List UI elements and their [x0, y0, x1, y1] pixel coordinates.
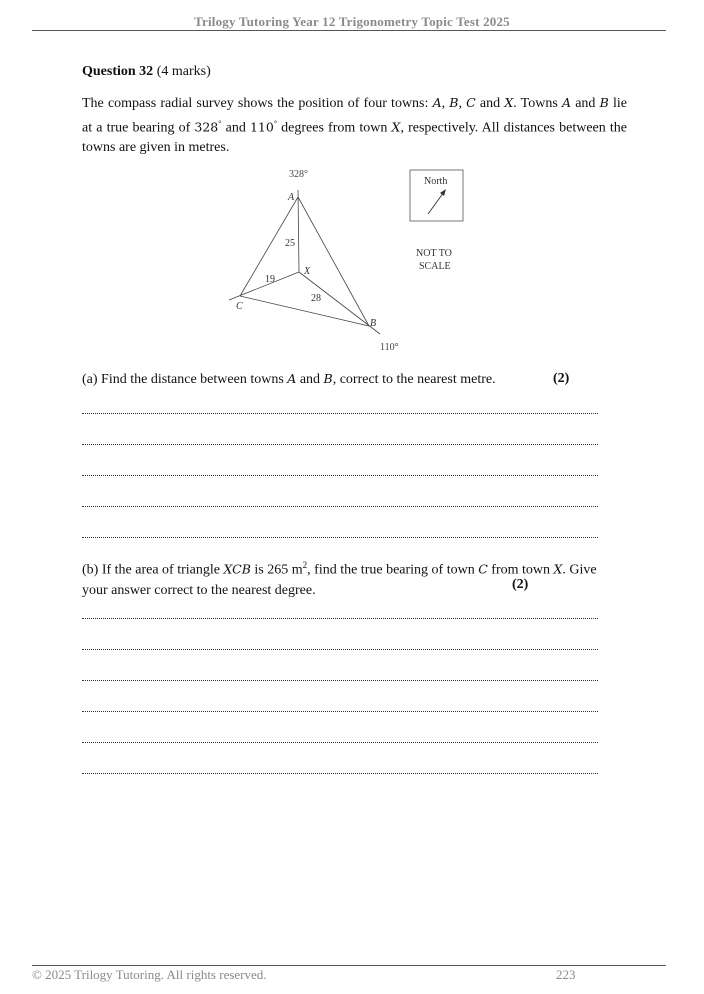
part-b-text: from town	[487, 562, 554, 578]
part-b-var-c: C	[478, 561, 488, 577]
part-b-question	[82, 555, 612, 601]
part-a-var-a: A	[287, 371, 297, 386]
answer-line	[82, 680, 598, 681]
intro-text: and	[571, 96, 600, 111]
not-to-scale-line1: NOT TO	[416, 248, 452, 259]
part-b-var-x: X	[553, 561, 563, 577]
part-a-marks: (2)	[553, 371, 570, 386]
footer-copyright: © 2025 Trilogy Tutoring. All rights reserved.	[32, 967, 267, 982]
length-xb-label: 28	[311, 293, 321, 304]
question-label: Question 32	[82, 64, 154, 79]
intro-var-c: C	[466, 95, 476, 110]
town-c-label: C	[236, 301, 243, 312]
intro-var-b: B	[599, 95, 609, 110]
town-x-label: X	[304, 266, 311, 277]
page-header-title: Trilogy Tutoring Year 12 Trigonometry Topic Test 2025	[194, 14, 510, 29]
question-intro: The compass radial survey shows the position of four towns: A, B, C and X. Towns A and B lie at a true bearing of 328° and 110° degrees from town X, respectively. All distances between the towns are given in metres.	[82, 95, 628, 155]
answer-line	[82, 537, 598, 538]
answer-line	[82, 506, 598, 507]
intro-text: . Towns	[513, 96, 562, 111]
intro-text: ,	[441, 96, 450, 111]
part-b-line1	[82, 555, 612, 581]
north-label: North	[424, 176, 448, 187]
answer-line	[82, 475, 598, 476]
answer-line	[82, 711, 598, 712]
intro-var-b: B	[449, 95, 459, 110]
intro-bearing-b: 110	[249, 119, 274, 135]
intro-var-a: A	[562, 95, 572, 110]
intro-text: , respectively. All distances between the towns are given in metres.	[82, 120, 628, 155]
compass-survey-diagram	[0, 0, 704, 360]
intro-text: lie at a true bearing of	[82, 96, 627, 136]
part-b-text: is 265 m	[250, 562, 303, 578]
intro-var-x: X	[504, 95, 514, 110]
question-marks: (4 marks)	[156, 64, 211, 79]
intro-var-a: A	[432, 95, 442, 110]
side-ab	[298, 197, 369, 326]
intro-text: and	[475, 96, 505, 111]
footer-divider	[32, 965, 666, 966]
intro-text: ,	[458, 96, 467, 111]
north-arrow-icon	[428, 189, 446, 214]
part-a-text: and	[296, 372, 324, 387]
town-a-label: A	[288, 192, 295, 203]
bearing-bottom-label: 110°	[380, 342, 399, 353]
part-a-question	[82, 369, 602, 390]
bearing-line-a	[298, 190, 299, 272]
answer-line	[82, 773, 598, 774]
answer-line	[82, 444, 598, 445]
answer-line	[82, 649, 598, 650]
part-a-text: , correct to the nearest metre.	[332, 372, 496, 387]
part-b-text: . Give	[562, 562, 597, 578]
bearing-line-c	[229, 272, 299, 300]
bearing-top-label: 328°	[289, 169, 308, 180]
part-a-text: (a) Find the distance between towns	[82, 372, 288, 387]
part-b-sup: 2	[302, 560, 308, 570]
answer-line	[82, 413, 598, 414]
answer-line	[82, 742, 598, 743]
length-xc-label: 19	[265, 274, 275, 285]
length-xa-label: 25	[285, 238, 295, 249]
intro-text: The compass radial survey shows the position of four towns:	[82, 96, 433, 111]
part-b-line2: your answer correct to the nearest degree.	[82, 582, 316, 598]
page-number: 223	[556, 967, 576, 982]
part-b-marks: (2)	[512, 577, 529, 592]
part-b-text: , find the true bearing of town	[307, 562, 479, 578]
intro-bearing-a: 328	[194, 119, 219, 135]
intro-var-x: X	[391, 119, 401, 135]
part-a-var-b: B	[323, 371, 333, 386]
part-b-text: (b) If the area of triangle	[82, 562, 224, 578]
intro-text: and	[221, 120, 250, 136]
answer-line	[82, 618, 598, 619]
not-to-scale-line2: SCALE	[419, 261, 451, 272]
town-b-label: B	[370, 318, 377, 329]
part-b-triangle: XCB	[223, 561, 251, 577]
intro-text: degrees from town	[277, 120, 392, 136]
